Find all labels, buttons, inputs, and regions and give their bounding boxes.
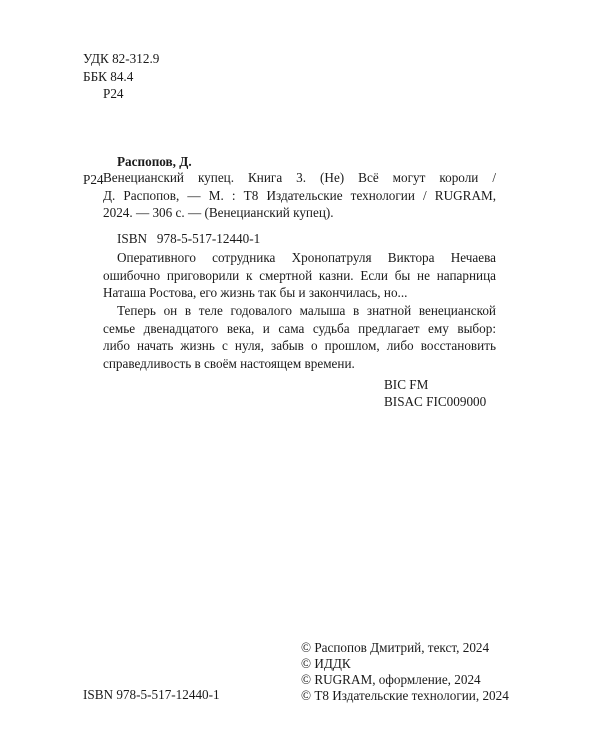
- description-line: Венецианский купец. Книга 3. (Не) Всё могут короли /: [103, 170, 496, 185]
- annotation-line: Оперативного сотрудника Хронопатруля Виктора Нечаева: [117, 250, 496, 265]
- annotation-paragraph-1: [103, 249, 496, 302]
- annotation-line: семье двенадцатого века, и сама судьба предлагает ему выбор:: [103, 320, 496, 336]
- annotation-paragraph-2: [103, 302, 496, 373]
- copyright-line: © RUGRAM, оформление, 2024: [301, 672, 481, 687]
- annotation-line: Наташа Ростова, его жизнь так бы и закончилась, но...: [103, 285, 408, 301]
- footer-isbn: ISBN 978-5-517-12440-1: [83, 687, 220, 702]
- bibliographic-description: [103, 169, 496, 222]
- author-heading: Распопов, Д.: [117, 154, 192, 169]
- description-line: 2024. — 306 с. — (Венецианский купец).: [103, 205, 334, 221]
- copyright-line: © ИДДК: [301, 656, 351, 671]
- author-sign-code: Р24: [103, 86, 124, 101]
- record-isbn: ISBN 978-5-517-12440-1: [117, 231, 261, 246]
- bisac-code: BISAC FIC009000: [384, 394, 487, 409]
- copyright-block: [301, 640, 509, 704]
- copyright-line: © Т8 Издательские технологии, 2024: [301, 688, 509, 703]
- annotation-line: Теперь он в теле годовалого малыша в знатной венецианской: [117, 303, 496, 318]
- record-author-sign: Р24: [83, 172, 104, 187]
- annotation-line: либо начать жизнь с нуля, забыв о прошлом, либо восстановить: [103, 338, 496, 354]
- annotation-line: ошибочно приговорили к смертной казни. Если бы не напарница: [103, 267, 496, 283]
- annotation-line: справедливость в своём настоящем времени.: [103, 356, 355, 372]
- copyright-line: © Распопов Дмитрий, текст, 2024: [301, 640, 490, 655]
- udk-code: УДК 82-312.9: [83, 51, 160, 66]
- description-line: Д. Распопов, — М. : Т8 Издательские технологии / RUGRAM,: [103, 187, 496, 203]
- bic-code: BIC FM: [384, 377, 429, 392]
- bbk-code: ББК 84.4: [83, 69, 134, 84]
